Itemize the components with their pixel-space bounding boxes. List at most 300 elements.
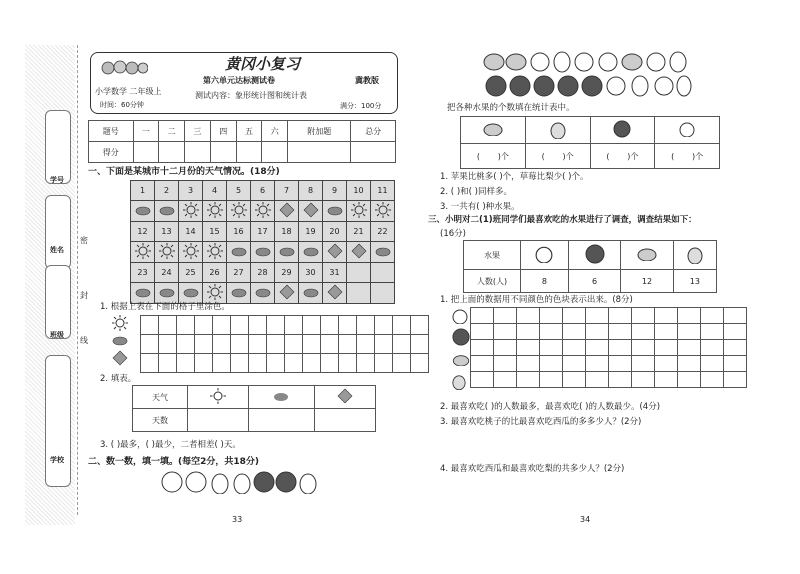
calendar-weather-cell bbox=[275, 242, 299, 263]
sunny-icon bbox=[231, 202, 247, 218]
strawberry-icon-cell bbox=[590, 117, 655, 144]
color-grid-cell[interactable] bbox=[321, 354, 339, 373]
bar-grid-cell[interactable] bbox=[701, 308, 724, 324]
student-id-label: 学号 bbox=[50, 176, 64, 184]
fill-days-row bbox=[133, 409, 376, 432]
calendar-weather-row bbox=[131, 201, 395, 222]
survey-count-row bbox=[464, 270, 717, 293]
color-grid-cell[interactable] bbox=[177, 316, 195, 335]
snow-icon bbox=[337, 388, 353, 404]
bar-grid-cell[interactable] bbox=[678, 340, 701, 356]
cloudy-icon bbox=[183, 286, 199, 298]
bar-grid-cell[interactable] bbox=[517, 372, 540, 388]
calendar-date: 6 bbox=[251, 181, 275, 201]
calendar-weather-cell bbox=[299, 242, 323, 263]
calendar-weather-cell bbox=[347, 201, 371, 222]
color-grid-cell[interactable] bbox=[267, 316, 285, 335]
fold-text-1: 密 bbox=[80, 236, 88, 245]
bar-grid-row bbox=[471, 340, 747, 356]
bar-grid-cell[interactable] bbox=[655, 372, 678, 388]
calendar-date: 12 bbox=[131, 222, 155, 242]
bar-grid-cell[interactable] bbox=[701, 372, 724, 388]
color-grid-cell[interactable] bbox=[195, 316, 213, 335]
bar-grid-cell[interactable] bbox=[632, 340, 655, 356]
color-grid-cell[interactable] bbox=[321, 335, 339, 354]
survey-count-cell: 13 bbox=[673, 270, 716, 293]
calendar-weather-cell bbox=[371, 242, 395, 263]
color-grid-cell[interactable] bbox=[303, 354, 321, 373]
color-grid-cell[interactable] bbox=[411, 335, 429, 354]
calendar-date: 26 bbox=[203, 263, 227, 283]
calendar-weather-cell bbox=[275, 201, 299, 222]
calendar-weather-cell bbox=[323, 242, 347, 263]
cloudy-icon bbox=[272, 390, 290, 402]
q1-sub1: 1. 根据上表在下面的格子里涂色。 bbox=[100, 302, 230, 312]
sunny-icon bbox=[112, 315, 128, 334]
bar-grid-cell[interactable] bbox=[678, 308, 701, 324]
bar-grid-cell[interactable] bbox=[471, 324, 494, 340]
calendar-weather-cell bbox=[203, 242, 227, 263]
apple-icon bbox=[452, 308, 468, 327]
calendar-weather-cell bbox=[227, 242, 251, 263]
sunny-icon bbox=[159, 243, 175, 259]
calendar-date: 27 bbox=[227, 263, 251, 283]
sunny-icon bbox=[183, 243, 199, 259]
q3-points: (16分) bbox=[440, 229, 466, 239]
q2-s2: 2. ( )和( )同样多。 bbox=[440, 187, 512, 197]
bar-grid-row bbox=[471, 372, 747, 388]
school-label: 学校 bbox=[50, 456, 64, 464]
watermelon-icon bbox=[452, 328, 470, 349]
peach-icon bbox=[452, 354, 470, 369]
score-cell[interactable] bbox=[210, 142, 236, 163]
bar-grid-cell[interactable] bbox=[724, 372, 747, 388]
cloudy-icon bbox=[231, 286, 247, 298]
bar-grid-cell[interactable] bbox=[494, 372, 517, 388]
calendar-date-row bbox=[131, 181, 395, 201]
fruit-count-cell[interactable]: ( )个 bbox=[525, 144, 590, 169]
unit-label: 个 bbox=[695, 151, 704, 161]
cloudy-icon bbox=[255, 286, 271, 298]
bar-grid-cell[interactable] bbox=[540, 356, 563, 372]
days-input-cell[interactable] bbox=[315, 409, 376, 432]
bar-grid-cell[interactable] bbox=[724, 308, 747, 324]
calendar-date-row bbox=[131, 222, 395, 242]
sunny-icon bbox=[135, 243, 151, 259]
calendar-date bbox=[347, 263, 371, 283]
bar-grid-cell[interactable] bbox=[540, 372, 563, 388]
color-grid-cell[interactable] bbox=[249, 354, 267, 373]
peach-icon bbox=[637, 247, 657, 261]
calendar-date: 29 bbox=[275, 263, 299, 283]
cloudy-icon bbox=[327, 204, 343, 216]
q3-s3: 3. 最喜欢吃桃子的比最喜欢吃西瓜的多多少人？(2分) bbox=[440, 417, 642, 427]
color-grid-row bbox=[141, 316, 429, 335]
bar-grid-cell[interactable] bbox=[655, 356, 678, 372]
calendar-weather-cell bbox=[251, 242, 275, 263]
calendar-date: 17 bbox=[251, 222, 275, 242]
color-grid-cell[interactable] bbox=[339, 316, 357, 335]
color-grid-cell[interactable] bbox=[195, 354, 213, 373]
bar-grid-cell[interactable] bbox=[701, 356, 724, 372]
calendar-weather-cell bbox=[347, 283, 371, 304]
apple-icon-cell bbox=[521, 241, 569, 270]
color-grid-cell[interactable] bbox=[213, 354, 231, 373]
color-grid-cell[interactable] bbox=[357, 316, 375, 335]
subject-grade: 小学数学 二年级上 bbox=[95, 87, 162, 96]
snow-icon-cell bbox=[315, 386, 376, 409]
calendar-date: 14 bbox=[179, 222, 203, 242]
bar-grid-cell[interactable] bbox=[517, 340, 540, 356]
color-grid-cell[interactable] bbox=[267, 354, 285, 373]
q2-s3: 3. 一共有( )种水果。 bbox=[440, 202, 520, 212]
sunny-icon bbox=[255, 202, 271, 218]
peach-icon-cell bbox=[621, 241, 673, 270]
unit-label: 个 bbox=[500, 151, 509, 161]
snow-icon bbox=[279, 284, 295, 300]
bar-grid-cell[interactable] bbox=[678, 372, 701, 388]
fill-days-label: 天数 bbox=[133, 409, 188, 432]
score-cell[interactable] bbox=[185, 142, 211, 163]
bar-grid-row bbox=[471, 356, 747, 372]
sunny-icon bbox=[207, 202, 223, 218]
snow-icon bbox=[327, 243, 343, 259]
score-header-cell: 四 bbox=[210, 121, 236, 142]
color-grid-cell[interactable] bbox=[357, 354, 375, 373]
q1-sub2: 2. 填表。 bbox=[100, 374, 137, 384]
fruit-count-row bbox=[461, 144, 720, 169]
fold-text-2: 封 bbox=[80, 291, 88, 300]
bar-grid-cell[interactable] bbox=[471, 340, 494, 356]
calendar-weather-cell bbox=[227, 283, 251, 304]
color-grid-cell[interactable] bbox=[285, 316, 303, 335]
cloudy-icon-cell bbox=[248, 386, 315, 409]
calendar-weather-cell bbox=[251, 201, 275, 222]
bar-grid-cell[interactable] bbox=[701, 340, 724, 356]
pear-icon-cell bbox=[525, 117, 590, 144]
cloudy-icon bbox=[255, 245, 271, 257]
bar-grid-cell[interactable] bbox=[655, 308, 678, 324]
fill-weather-row bbox=[133, 386, 376, 409]
calendar-date: 13 bbox=[155, 222, 179, 242]
snow-icon bbox=[279, 202, 295, 218]
calendar-weather-cell bbox=[131, 242, 155, 263]
cloudy-icon bbox=[279, 245, 295, 257]
bar-grid-cell[interactable] bbox=[563, 324, 586, 340]
strawberry-icon bbox=[613, 120, 631, 138]
bar-grid-cell[interactable] bbox=[540, 340, 563, 356]
bar-grid-cell[interactable] bbox=[563, 372, 586, 388]
calendar-weather-cell bbox=[227, 201, 251, 222]
score-cell[interactable] bbox=[133, 142, 159, 163]
fruit-count-cell[interactable]: ( )个 bbox=[655, 144, 720, 169]
q2-intro: 把各种水果的个数填在统计表中。 bbox=[447, 103, 575, 113]
test-content: 测试内容：象形统计图和统计表 bbox=[195, 91, 307, 100]
q3-s2: 2. 最喜欢吃( )的人数最多，最喜欢吃( )的人数最少。(4分) bbox=[440, 402, 661, 412]
survey-count-label: 人数(人) bbox=[464, 270, 521, 293]
weather-fill-table bbox=[132, 385, 376, 432]
color-grid-cell[interactable] bbox=[339, 354, 357, 373]
bar-grid-cell[interactable] bbox=[494, 356, 517, 372]
color-grid-cell[interactable] bbox=[231, 354, 249, 373]
survey-fruit-label: 水果 bbox=[464, 241, 521, 270]
color-grid-row bbox=[141, 335, 429, 354]
edition-label: 冀教版 bbox=[355, 76, 379, 85]
name-box bbox=[45, 195, 71, 269]
calendar-weather-cell bbox=[155, 242, 179, 263]
calendar-date: 22 bbox=[371, 222, 395, 242]
unit-label: 个 bbox=[630, 151, 639, 161]
bar-grid-cell[interactable] bbox=[586, 356, 609, 372]
student-id-box bbox=[45, 110, 71, 184]
score-cell[interactable] bbox=[351, 142, 396, 163]
brand-title: 黄冈小复习 bbox=[225, 55, 301, 73]
time-limit: 时间：60分钟 bbox=[100, 101, 144, 109]
score-header-cell: 题号 bbox=[89, 121, 134, 142]
color-grid-cell[interactable] bbox=[339, 335, 357, 354]
days-input-cell[interactable] bbox=[248, 409, 315, 432]
calendar-date: 7 bbox=[275, 181, 299, 201]
q3-title: 三、小明对二(1)班同学们最喜欢吃的水果进行了调查，调查结果如下： bbox=[428, 215, 697, 225]
survey-count-cell: 12 bbox=[621, 270, 673, 293]
calendar-weather-cell bbox=[323, 283, 347, 304]
calendar-weather-cell bbox=[131, 201, 155, 222]
bar-grid-cell[interactable] bbox=[655, 324, 678, 340]
color-grid-cell[interactable] bbox=[375, 316, 393, 335]
score-cell[interactable] bbox=[262, 142, 288, 163]
color-grid-cell[interactable] bbox=[159, 354, 177, 373]
score-header-cell: 总分 bbox=[351, 121, 396, 142]
calendar-weather-cell bbox=[371, 283, 395, 304]
bar-grid-cell[interactable] bbox=[494, 340, 517, 356]
calendar-weather-cell bbox=[299, 201, 323, 222]
bar-grid-cell[interactable] bbox=[678, 356, 701, 372]
pear-icon-cell bbox=[673, 241, 716, 270]
fruit-row-illustration bbox=[160, 468, 320, 494]
calendar-date: 18 bbox=[275, 222, 299, 242]
apple-icon bbox=[535, 245, 553, 263]
bar-grid-cell[interactable] bbox=[609, 308, 632, 324]
calendar-date: 15 bbox=[203, 222, 227, 242]
color-grid-cell[interactable] bbox=[393, 335, 411, 354]
bar-grid-cell[interactable] bbox=[609, 372, 632, 388]
survey-table bbox=[463, 240, 717, 293]
bar-grid-cell[interactable] bbox=[609, 324, 632, 340]
snow-icon bbox=[112, 350, 128, 369]
peach-icon-cell bbox=[461, 117, 526, 144]
fruit-icon-row bbox=[461, 117, 720, 144]
fruit-count-cell[interactable]: ( )个 bbox=[461, 144, 526, 169]
bar-grid-cell[interactable] bbox=[540, 308, 563, 324]
score-header-cell: 附加题 bbox=[288, 121, 351, 142]
snow-icon bbox=[303, 202, 319, 218]
fold-line bbox=[77, 45, 78, 515]
bar-grid-cell[interactable] bbox=[471, 308, 494, 324]
color-grid-cell[interactable] bbox=[303, 335, 321, 354]
color-grid-cell[interactable] bbox=[213, 335, 231, 354]
color-grid-cell[interactable] bbox=[285, 354, 303, 373]
sunny-icon bbox=[207, 243, 223, 259]
bar-grid-cell[interactable] bbox=[494, 324, 517, 340]
bar-grid-cell[interactable] bbox=[724, 356, 747, 372]
fruit-count-cell[interactable]: ( )个 bbox=[590, 144, 655, 169]
calendar-weather-cell bbox=[203, 201, 227, 222]
color-grid-cell[interactable] bbox=[195, 335, 213, 354]
calendar-date: 1 bbox=[131, 181, 155, 201]
sunny-icon bbox=[375, 202, 391, 218]
calendar-weather-cell bbox=[347, 242, 371, 263]
pear-icon bbox=[550, 119, 566, 139]
unit-label: 个 bbox=[565, 151, 574, 161]
bar-grid-cell[interactable] bbox=[517, 308, 540, 324]
color-grid-cell[interactable] bbox=[411, 354, 429, 373]
score-cell[interactable] bbox=[159, 142, 185, 163]
score-header-cell: 二 bbox=[159, 121, 185, 142]
bar-grid-cell[interactable] bbox=[655, 340, 678, 356]
survey-bar-grid bbox=[470, 307, 747, 388]
bar-grid-cell[interactable] bbox=[678, 324, 701, 340]
calendar-date: 25 bbox=[179, 263, 203, 283]
q2-title: 二、数一数，填一填。(每空2分，共18分) bbox=[88, 457, 260, 467]
cloudy-icon bbox=[303, 245, 319, 257]
full-score: 满分：100分 bbox=[340, 102, 382, 110]
survey-count-cell: 8 bbox=[521, 270, 569, 293]
q3-s1: 1. 把上面的数据用不同颜色的色块表示出来。(8分) bbox=[440, 295, 633, 305]
color-grid-cell[interactable] bbox=[213, 316, 231, 335]
bar-grid-cell[interactable] bbox=[586, 340, 609, 356]
bar-grid-cell[interactable] bbox=[632, 372, 655, 388]
bar-grid-cell[interactable] bbox=[632, 324, 655, 340]
color-grid-cell[interactable] bbox=[141, 354, 159, 373]
bar-grid-cell[interactable] bbox=[724, 324, 747, 340]
bar-grid-cell[interactable] bbox=[586, 324, 609, 340]
apple-icon-cell bbox=[655, 117, 720, 144]
color-grid-cell[interactable] bbox=[375, 335, 393, 354]
bar-grid-cell[interactable] bbox=[609, 356, 632, 372]
bar-grid-cell[interactable] bbox=[471, 356, 494, 372]
calendar-date: 3 bbox=[179, 181, 203, 201]
bar-grid-cell[interactable] bbox=[563, 356, 586, 372]
bar-grid-cell[interactable] bbox=[517, 356, 540, 372]
color-grid-cell[interactable] bbox=[141, 316, 159, 335]
binding-strip bbox=[25, 45, 75, 525]
calendar-date: 16 bbox=[227, 222, 251, 242]
calendar-date: 20 bbox=[323, 222, 347, 242]
calendar-date: 19 bbox=[299, 222, 323, 242]
calendar-weather-cell bbox=[275, 283, 299, 304]
cloudy-icon bbox=[135, 204, 151, 216]
weather-color-grid bbox=[140, 315, 429, 373]
bar-grid-row bbox=[471, 308, 747, 324]
bar-grid-cell[interactable] bbox=[724, 340, 747, 356]
q2-s1: 1. 苹果比桃多( )个，草莓比梨少( )个。 bbox=[440, 172, 589, 182]
color-grid-cell[interactable] bbox=[411, 316, 429, 335]
color-grid-cell[interactable] bbox=[393, 354, 411, 373]
color-grid-cell[interactable] bbox=[231, 335, 249, 354]
score-table bbox=[88, 120, 396, 163]
bar-grid-cell[interactable] bbox=[494, 308, 517, 324]
cloudy-icon bbox=[112, 334, 128, 349]
kids-illustration bbox=[100, 56, 148, 80]
cloudy-icon bbox=[231, 245, 247, 257]
color-grid-cell[interactable] bbox=[321, 316, 339, 335]
days-input-cell[interactable] bbox=[188, 409, 249, 432]
color-grid-cell[interactable] bbox=[357, 335, 375, 354]
color-grid-cell[interactable] bbox=[267, 335, 285, 354]
fruit-pile-illustration bbox=[482, 50, 692, 100]
pear-icon bbox=[687, 244, 703, 264]
calendar-date: 8 bbox=[299, 181, 323, 201]
color-grid-cell[interactable] bbox=[177, 335, 195, 354]
score-header-row bbox=[89, 121, 396, 142]
calendar-date: 9 bbox=[323, 181, 347, 201]
calendar-date: 21 bbox=[347, 222, 371, 242]
cloudy-icon bbox=[303, 286, 319, 298]
bar-grid-row bbox=[471, 324, 747, 340]
color-grid-cell[interactable] bbox=[393, 316, 411, 335]
calendar-date: 30 bbox=[299, 263, 323, 283]
calendar-date: 28 bbox=[251, 263, 275, 283]
q1-title: 一、下面是某城市十二月份的天气情况。(18分) bbox=[88, 167, 280, 177]
color-grid-cell[interactable] bbox=[249, 335, 267, 354]
calendar-date: 10 bbox=[347, 181, 371, 201]
color-grid-cell[interactable] bbox=[177, 354, 195, 373]
page-number-right: 34 bbox=[580, 515, 591, 524]
weather-calendar bbox=[130, 180, 395, 304]
color-grid-cell[interactable] bbox=[249, 316, 267, 335]
calendar-date-row bbox=[131, 263, 395, 283]
survey-fruit-row bbox=[464, 241, 717, 270]
color-grid-cell[interactable] bbox=[141, 335, 159, 354]
bar-grid-cell[interactable] bbox=[632, 308, 655, 324]
calendar-weather-cell bbox=[155, 201, 179, 222]
color-grid-cell[interactable] bbox=[159, 335, 177, 354]
page-number-left: 33 bbox=[232, 515, 243, 524]
calendar-date: 31 bbox=[323, 263, 347, 283]
bar-grid-cell[interactable] bbox=[563, 308, 586, 324]
sunny-icon bbox=[210, 388, 226, 404]
color-grid-cell[interactable] bbox=[159, 316, 177, 335]
snow-icon bbox=[351, 243, 367, 259]
color-grid-cell[interactable] bbox=[303, 316, 321, 335]
class-label: 班级 bbox=[50, 331, 64, 339]
bar-grid-cell[interactable] bbox=[540, 324, 563, 340]
calendar-weather-cell bbox=[179, 201, 203, 222]
cloudy-icon bbox=[159, 204, 175, 216]
color-grid-cell[interactable] bbox=[231, 316, 249, 335]
watermelon-icon-cell bbox=[568, 241, 620, 270]
bar-grid-cell[interactable] bbox=[471, 372, 494, 388]
color-grid-cell[interactable] bbox=[285, 335, 303, 354]
bar-grid-cell[interactable] bbox=[586, 372, 609, 388]
color-grid-cell[interactable] bbox=[375, 354, 393, 373]
bar-grid-cell[interactable] bbox=[632, 356, 655, 372]
score-cell[interactable] bbox=[288, 142, 351, 163]
bar-grid-cell[interactable] bbox=[517, 324, 540, 340]
name-label: 姓名 bbox=[50, 246, 64, 254]
bar-grid-cell[interactable] bbox=[586, 308, 609, 324]
bar-grid-cell[interactable] bbox=[701, 324, 724, 340]
calendar-weather-row bbox=[131, 242, 395, 263]
calendar-date: 2 bbox=[155, 181, 179, 201]
calendar-weather-cell bbox=[179, 242, 203, 263]
score-cell[interactable] bbox=[236, 142, 262, 163]
sunny-icon bbox=[183, 202, 199, 218]
score-header-cell: 六 bbox=[262, 121, 288, 142]
bar-grid-cell[interactable] bbox=[609, 340, 632, 356]
calendar-date bbox=[371, 263, 395, 283]
bar-grid-cell[interactable] bbox=[563, 340, 586, 356]
